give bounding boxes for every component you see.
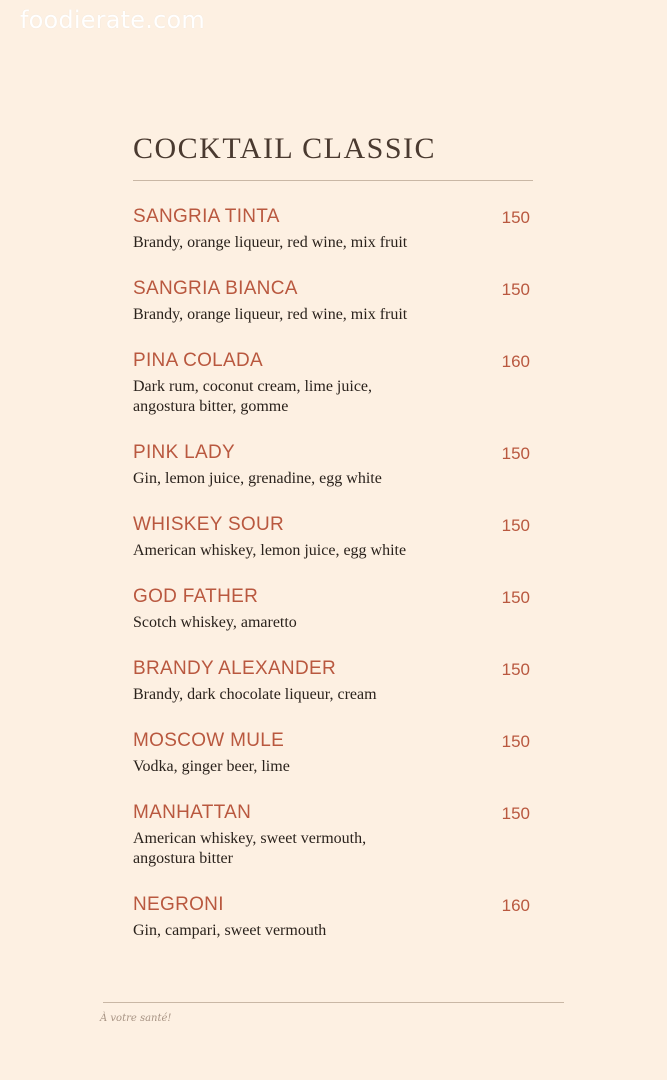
footer-signature: À votre santé! (100, 1013, 172, 1024)
item-description: American whiskey, sweet vermouth, angostura bitter (133, 830, 367, 867)
item-description: Vodka, ginger beer, lime (133, 758, 290, 775)
item-price: 150 (501, 280, 530, 299)
item-description: Brandy, orange liqueur, red wine, mix fruit (133, 306, 408, 323)
menu-title: COCKTAIL CLASSIC (133, 132, 437, 165)
item-description: Gin, campari, sweet vermouth (133, 922, 327, 939)
item-price: 160 (501, 352, 530, 371)
item-description: Brandy, dark chocolate liqueur, cream (133, 686, 377, 703)
title-divider (133, 180, 533, 181)
item-price: 150 (501, 588, 530, 607)
item-name: MOSCOW MULE (133, 730, 285, 751)
item-price: 160 (501, 896, 530, 915)
item-description: Scotch whiskey, amaretto (133, 614, 297, 631)
footer-divider (103, 1002, 564, 1003)
item-description: Dark rum, coconut cream, lime juice, angostura bitter, gomme (133, 378, 373, 415)
item-name: GOD FATHER (133, 586, 259, 607)
item-price: 150 (501, 208, 530, 227)
item-description: Brandy, orange liqueur, red wine, mix fruit (133, 234, 408, 251)
item-price: 150 (501, 732, 530, 751)
item-description: American whiskey, lemon juice, egg white (133, 542, 407, 559)
item-name: NEGRONI (133, 894, 224, 915)
item-name: WHISKEY SOUR (133, 514, 285, 535)
item-price: 150 (501, 516, 530, 535)
item-price: 150 (501, 444, 530, 463)
watermark: foodierate.com (20, 6, 205, 34)
item-name: PINA COLADA (133, 350, 264, 371)
item-name: BRANDY ALEXANDER (133, 658, 336, 679)
item-description: Gin, lemon juice, grenadine, egg white (133, 470, 382, 487)
item-price: 150 (501, 804, 530, 823)
item-name: SANGRIA TINTA (133, 206, 280, 227)
item-name: PINK LADY (133, 442, 235, 463)
item-price: 150 (501, 660, 530, 679)
item-name: MANHATTAN (133, 802, 252, 823)
item-name: SANGRIA BIANCA (133, 278, 298, 299)
